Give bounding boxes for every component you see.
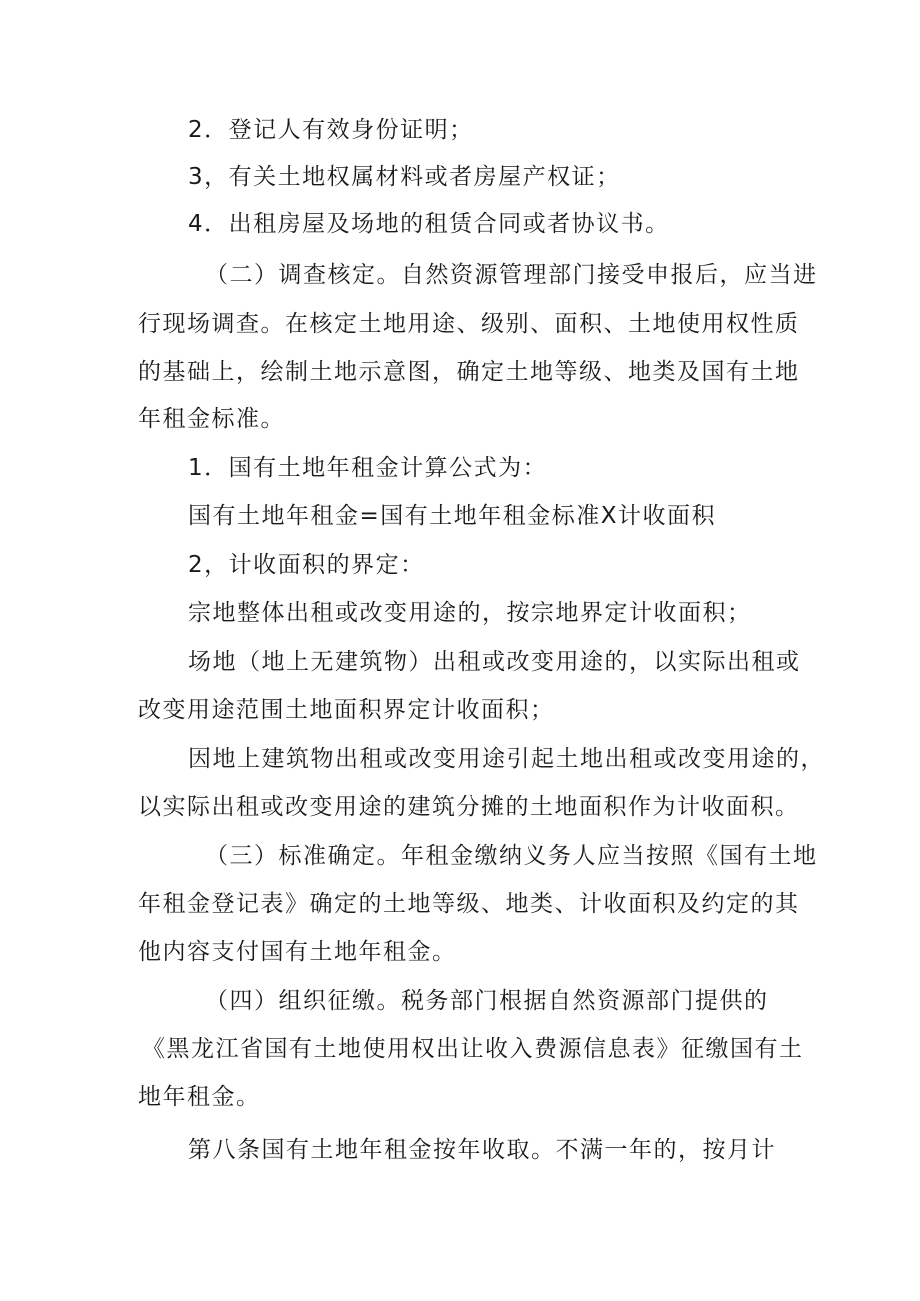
document-line: 宗地整体出租或改变用途的，按宗地界定计收面积；: [188, 600, 752, 626]
document-line: 4．出租房屋及场地的租赁合同或者协议书。: [188, 211, 670, 237]
document-line: 国有土地年租金=国有土地年租金标准X计收面积: [188, 503, 717, 529]
document-line: 地年租金。: [138, 1084, 261, 1110]
document-line: 他内容支付国有土地年租金。: [138, 939, 457, 965]
document-line: 的基础上，绘制土地示意图，确定土地等级、地类及国有土地: [138, 359, 800, 385]
document-line: 年租金标准。: [138, 406, 285, 432]
document-line: 行现场调查。在核定土地用途、级别、面积、土地使用权性质: [138, 311, 800, 337]
document-line: 第八条国有土地年租金按年收取。不满一年的，按月计: [188, 1137, 776, 1163]
document-line: 《黑龙江省国有土地使用权出让收入费源信息表》征缴国有土: [142, 1036, 804, 1062]
document-line: 2．登记人有效身份证明；: [188, 117, 474, 143]
document-line: 因地上建筑物出租或改变用途引起土地出租或改变用途的，: [188, 746, 825, 772]
document-line: 2，计收面积的界定：: [188, 552, 425, 578]
document-line: 1．国有土地年租金计算公式为：: [188, 455, 548, 481]
document-line: 场地（地上无建筑物）出租或改变用途的，以实际出租或: [188, 649, 801, 675]
document-line: 改变用途范围土地面积界定计收面积；: [138, 697, 555, 723]
document-line: （三）标准确定。年租金缴纳义务人应当按照《国有土地: [205, 843, 818, 869]
document-line: 3，有关土地权属材料或者房屋产权证；: [188, 164, 621, 190]
document-line: （四）组织征缴。税务部门根据自然资源部门提供的: [205, 988, 769, 1014]
document-line: 以实际出租或改变用途的建筑分摊的土地面积作为计收面积。: [138, 794, 800, 820]
document-line: 年租金登记表》确定的土地等级、地类、计收面积及约定的其: [138, 891, 800, 917]
document-line: （二）调查核定。自然资源管理部门接受申报后，应当进: [205, 262, 818, 288]
